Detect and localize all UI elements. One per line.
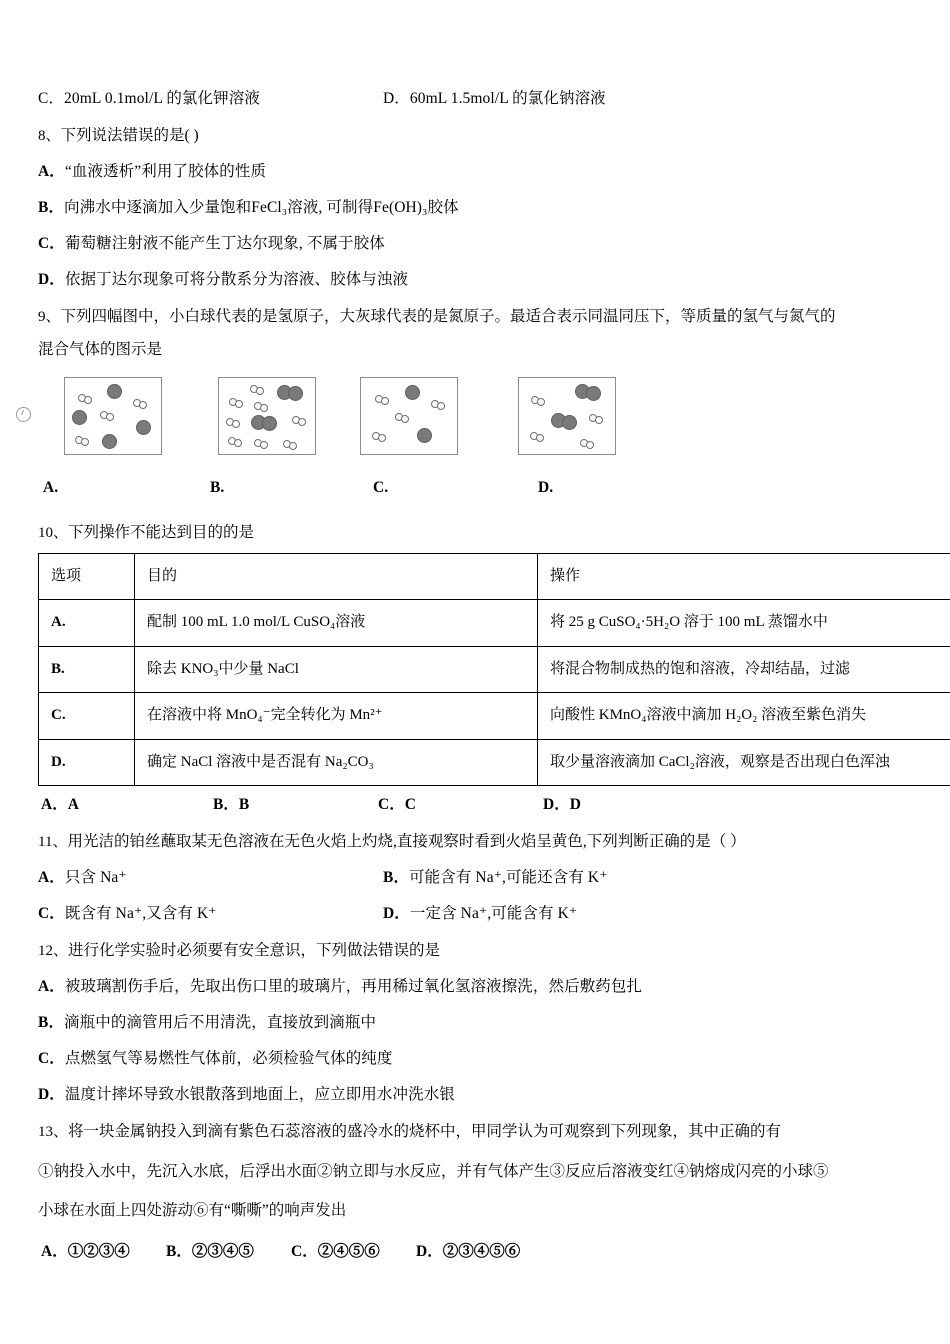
q10-stem [38,521,914,545]
nitrogen-atom [405,385,420,400]
table-cell-option: A. [39,600,135,647]
table-row [39,600,950,647]
q10-answer-row [38,792,914,816]
hydrogen-atom [235,400,243,408]
q13-stem-line2: ①钠投入水中，先沉入水底，后浮出水面②钠立即与水反应，并有气体产生③反应后溶液变红④钠熔成闪亮的小球⑤ [38,1162,829,1180]
hydrogen-atom [595,416,603,424]
q11-option-a-label: A． [38,869,65,887]
nitrogen-atom [262,416,277,431]
q13-answer-d: D．②③④⑤⑥ [416,1242,521,1260]
table-cell-option: C. [39,693,135,740]
q7-tail-options [38,88,914,110]
q13-number: 13、 [38,1124,69,1141]
table-cell-purpose: 除去 KNO₃中少量 NaCl [135,646,538,693]
nitrogen-atom [288,386,303,401]
q11-option-a-text: 只含 Na⁺ [64,869,127,887]
q11-stem [38,830,914,854]
hydrogen-atom [260,404,268,412]
table-header-row [39,553,950,600]
q8-option-d-label: D． [38,270,65,288]
hydrogen-atom [256,387,264,395]
table-cell-option: D. [39,739,135,786]
hydrogen-atom [234,439,242,447]
table-cell-operation: 取少量溶液滴加 CaCl₂溶液，观察是否出现白色浑浊 [538,739,950,786]
hydrogen-atom [401,415,409,423]
q12-option-d-text: 温度计摔坏导致水银散落到地面上，应立即用水冲洗水银 [64,1086,455,1104]
table-cell-operation: 将 25 g CuSO₄·5H₂O 溶于 100 mL 蒸馏水中 [538,600,950,647]
q8-number: 8、 [38,128,61,144]
q8-stem-text: 下列说法错误的是( ) [60,127,199,144]
q9-choice-c: C. [373,479,389,497]
q12-option-a [38,976,914,998]
q10-stem-text: 下列操作不能达到目的的是 [68,524,255,542]
nitrogen-atom [107,384,122,399]
q12-option-c [38,1048,914,1070]
q9-choice-d: D. [538,479,554,497]
q10-answer-a: A．A [41,796,79,814]
q12-option-b [38,1012,914,1034]
hydrogen-atom [298,418,306,426]
q7-option-c: C．20mL 0.1mol/L 的氯化钾溶液 [38,90,260,107]
q13-stem-text-1: 将一块金属钠投入到滴有紫色石蕊溶液的盛冷水的烧杯中，甲同学认为可观察到下列现象，其中正确的有 [68,1123,782,1141]
table-cell-purpose: 确定 NaCl 溶液中是否混有 Na₂CO₃ [135,739,538,786]
q12-option-d [38,1084,914,1106]
q11-stem-text: 用光洁的铂丝蘸取某无色溶液在无色火焰上灼烧,直接观察时看到火焰呈黄色,下列判断正确的是（ ） [67,833,746,851]
q8-option-b-label: B． [38,198,65,216]
q11-option-c-label: C． [38,905,65,923]
hydrogen-atom [537,398,545,406]
q11-option-d [383,903,914,925]
q9-choice-b: B. [210,479,225,497]
molecule-box-b [218,377,316,455]
nitrogen-atom [586,386,601,401]
table-cell-option: B. [39,646,135,693]
hydrogen-atom [232,420,240,428]
table-row [39,739,950,786]
q12-option-b-text: 滴瓶中的滴管用后不用清洗，直接放到滴瓶中 [64,1014,377,1032]
q11-option-b-text: 可能含有 Na⁺,可能还含有 K⁺ [409,869,608,887]
q8-option-d-text: 依据丁达尔现象可将分散系分为溶液、胶体与浊液 [64,270,409,288]
q8-option-a-text: “血液透析”利用了胶体的性质 [64,162,267,180]
q12-option-a-text: 被玻璃割伤手后，先取出伤口里的玻璃片，再用稀过氧化氢溶液擦洗，然后敷药包扎 [64,978,643,996]
q11-option-a [38,867,383,889]
nitrogen-atom [136,420,151,435]
table-header-operation: 操作 [538,553,950,600]
q8-option-c [38,233,914,255]
q11-number: 11、 [38,834,68,851]
q12-option-d-label: D． [38,1086,65,1104]
q13-answer-b: B．②③④⑤ [166,1242,254,1260]
q8-option-b [38,197,914,219]
q12-option-b-label: B． [38,1014,65,1032]
table-cell-operation: 将混合物制成热的饱和溶液，冷却结晶，过滤 [538,646,950,693]
table-cell-operation: 向酸性 KMnO₄溶液中滴加 H₂O₂ 溶液至紫色消失 [538,693,950,740]
q10-operations-table [38,553,950,787]
q10-answer-c: C．C [378,796,416,814]
nitrogen-atom [562,415,577,430]
q9-molecule-figure [38,371,914,475]
q9-stem-line1 [38,305,914,329]
hydrogen-atom [536,434,544,442]
q13-answer-c: C．②④⑤⑥ [291,1242,380,1260]
hydrogen-atom [84,396,92,404]
hydrogen-atom [289,442,297,450]
table-header-option: 选项 [39,553,135,600]
hydrogen-atom [106,413,114,421]
q13-answer-a: A．①②③④ [41,1242,130,1260]
table-cell-purpose: 配制 100 mL 1.0 mol/L CuSO₄溶液 [135,600,538,647]
q9-choice-labels [38,479,914,505]
table-row [39,646,950,693]
q12-stem-text: 进行化学实验时必须要有安全意识，下列做法错误的是 [68,942,441,960]
q11-option-d-text: 一定含 Na⁺,可能含有 K⁺ [409,905,578,923]
hydrogen-atom [81,438,89,446]
nitrogen-atom [102,434,117,449]
table-cell-purpose: 在溶液中将 MnO₄⁻完全转化为 Mn²⁺ [135,693,538,740]
q9-choice-a: A. [43,479,59,497]
q12-option-a-label: A． [38,978,65,996]
molecule-box-a [64,377,162,455]
hydrogen-atom [586,441,594,449]
q8-option-c-label: C． [38,234,65,252]
q8-option-b-text: 向沸水中逐滴加入少量饱和FeCl₃溶液, 可制得Fe(OH)₃胶体 [64,198,459,216]
q8-option-c-text: 葡萄糖注射液不能产生丁达尔现象, 不属于胶体 [64,234,385,252]
q9-stem-text-1: 下列四幅图中，小白球代表的是氢原子，大灰球代表的是氮原子。最适合表示同温同压下，等质量的氢气与氮气的 [60,307,836,325]
hydrogen-atom [381,397,389,405]
molecule-box-d [518,377,616,455]
q8-option-a-label: A． [38,162,65,180]
nitrogen-atom [72,410,87,425]
q10-number: 10、 [38,525,69,542]
table-header-purpose: 目的 [135,553,538,600]
q12-option-c-label: C． [38,1050,65,1068]
q10-answer-d: D．D [543,796,581,814]
hydrogen-atom [139,401,147,409]
q7-option-d: D．60mL 1.5mol/L 的氯化钠溶液 [383,90,606,107]
stray-circle-artifact [16,407,31,422]
molecule-box-c [360,377,458,455]
q13-answer-row [38,1239,914,1263]
q11-option-c-text: 既含有 Na⁺,又含有 K⁺ [64,905,217,923]
q12-number: 12、 [38,943,69,960]
q13-stem-line1 [38,1120,914,1144]
q8-option-a [38,161,914,183]
q13-stem-line3: 小球在水面上四处游动⑥有“嘶嘶”的响声发出 [38,1202,347,1220]
hydrogen-atom [437,402,445,410]
nitrogen-atom [417,428,432,443]
q8-stem [38,124,914,148]
q9-stem-line2: 混合气体的图示是 [38,340,163,358]
q12-option-c-text: 点燃氢气等易燃性气体前，必须检验气体的纯度 [64,1050,393,1068]
q9-number: 9、 [38,308,61,325]
q11-option-c [38,903,383,925]
q8-option-d [38,269,914,291]
q11-option-b-label: B． [383,869,410,887]
q12-stem [38,939,914,963]
hydrogen-atom [378,434,386,442]
q11-options-row1 [38,867,914,889]
table-row [39,693,950,740]
q11-option-d-label: D． [383,905,410,923]
q11-option-b [383,867,914,889]
hydrogen-atom [260,441,268,449]
q11-options-row2 [38,903,914,925]
q10-answer-b: B．B [213,796,250,814]
page-content [38,88,914,1277]
